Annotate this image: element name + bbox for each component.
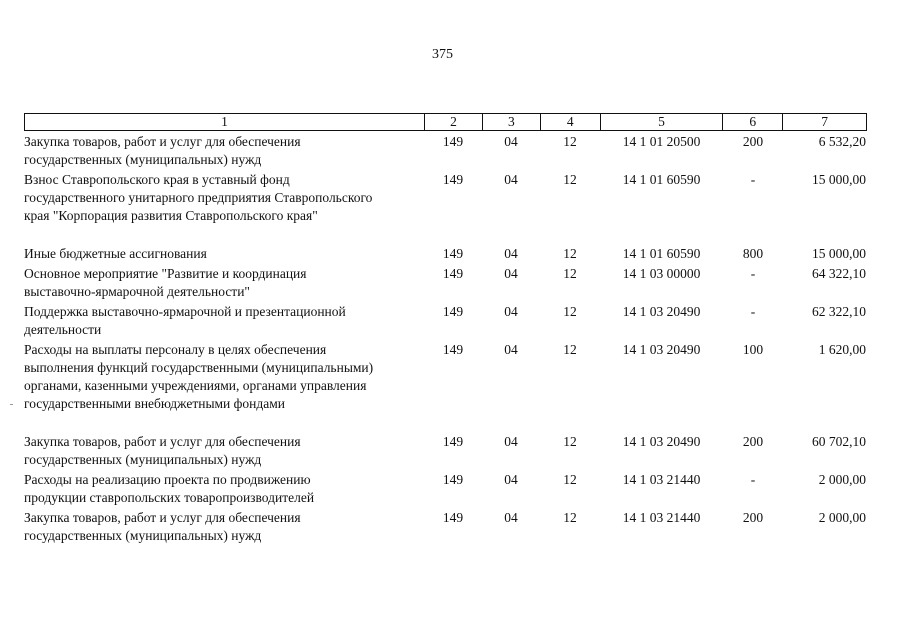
row-description (24, 471, 424, 507)
amount: 2 000,00 (818, 510, 866, 525)
ministry-code: 149 (442, 304, 464, 319)
description-line: Иные бюджетные ассигнования (24, 246, 207, 261)
description-line: выполнения функций государственными (муниципальными) (24, 360, 374, 375)
subsection-code: 12 (563, 172, 577, 187)
description-line: Расходы на реализацию проекта по продвижению (24, 472, 311, 487)
row-description (24, 341, 424, 413)
table-row (24, 133, 867, 169)
column-header-2: 2 (424, 114, 482, 130)
description-line: органами, казенными учреждениями, органами управления (24, 378, 367, 393)
amount: 15 000,00 (812, 172, 866, 187)
subsection-code: 12 (563, 472, 577, 487)
column-header-3: 3 (482, 114, 540, 130)
ministry-code: 149 (442, 246, 464, 261)
column-header-1: 1 (221, 114, 228, 129)
ministry-code: 149 (442, 510, 464, 525)
row-description (24, 171, 424, 225)
row-description (24, 509, 424, 545)
amount: 64 322,10 (812, 266, 866, 281)
description-line: Закупка товаров, работ и услуг для обеспечения (24, 434, 301, 449)
subsection-code: 12 (563, 510, 577, 525)
table-body (24, 133, 867, 545)
amount: 2 000,00 (818, 472, 866, 487)
subsection-code: 12 (563, 342, 577, 357)
column-header-4: 4 (540, 114, 600, 130)
ministry-code: 149 (442, 266, 464, 281)
section-code: 04 (504, 172, 518, 187)
table-row (24, 433, 867, 469)
table-row (24, 341, 867, 413)
ministry-code: 149 (442, 342, 464, 357)
page-number: 375 (432, 47, 453, 62)
section-code: 04 (504, 266, 518, 281)
target-article-code: 14 1 03 20490 (622, 304, 701, 319)
amount: 1 620,00 (818, 342, 866, 357)
description-line: выставочно-ярмарочной деятельности" (24, 284, 250, 299)
description-line: деятельности (24, 322, 102, 337)
description-line: Расходы на выплаты персоналу в целях обеспечения (24, 342, 327, 357)
row-gap (24, 413, 867, 433)
section-code: 04 (504, 342, 518, 357)
section-code: 04 (504, 434, 518, 449)
ministry-code: 149 (442, 472, 464, 487)
expense-type-code: 100 (742, 342, 764, 357)
description-line: государственных (муниципальных) нужд (24, 152, 262, 167)
table-row (24, 265, 867, 301)
description-line: Основное мероприятие "Развитие и координация (24, 266, 307, 281)
amount: 60 702,10 (812, 434, 866, 449)
row-description (24, 133, 424, 169)
budget-table (24, 113, 867, 545)
column-header-7: 7 (782, 114, 866, 130)
table-header-row (24, 113, 867, 131)
description-line: государственных (муниципальных) нужд (24, 528, 262, 543)
expense-type-code: 200 (742, 134, 764, 149)
expense-type-code: - (750, 472, 756, 487)
subsection-code: 12 (563, 266, 577, 281)
subsection-code: 12 (563, 134, 577, 149)
description-line: Закупка товаров, работ и услуг для обеспечения (24, 510, 301, 525)
amount: 62 322,10 (812, 304, 866, 319)
subsection-code: 12 (563, 246, 577, 261)
target-article-code: 14 1 03 00000 (622, 266, 701, 281)
row-description (24, 265, 424, 301)
expense-type-code: 800 (742, 246, 764, 261)
table-row (24, 171, 867, 225)
description-line: продукции ставропольских товаропроизводителей (24, 490, 315, 505)
target-article-code: 14 1 03 20490 (622, 434, 701, 449)
target-article-code: 14 1 03 21440 (622, 472, 701, 487)
table-row (24, 471, 867, 507)
section-code: 04 (504, 134, 518, 149)
section-code: 04 (504, 246, 518, 261)
expense-type-code: - (750, 172, 756, 187)
target-article-code: 14 1 01 60590 (622, 246, 701, 261)
subsection-code: 12 (563, 304, 577, 319)
ministry-code: 149 (442, 134, 464, 149)
target-article-code: 14 1 01 20500 (622, 134, 701, 149)
amount: 6 532,20 (818, 134, 866, 149)
section-code: 04 (504, 304, 518, 319)
description-line: края "Корпорация развития Ставропольского края" (24, 208, 318, 223)
row-description (24, 245, 424, 263)
target-article-code: 14 1 01 60590 (622, 172, 701, 187)
column-header-6: 6 (722, 114, 782, 130)
target-article-code: 14 1 03 21440 (622, 510, 701, 525)
row-gap (24, 225, 867, 245)
column-header-5: 5 (600, 114, 723, 130)
amount: 15 000,00 (812, 246, 866, 261)
margin-mark (10, 404, 13, 405)
ministry-code: 149 (442, 172, 464, 187)
description-line: Закупка товаров, работ и услуг для обеспечения (24, 134, 301, 149)
expense-type-code: 200 (742, 434, 764, 449)
description-line: государственных (муниципальных) нужд (24, 452, 262, 467)
expense-type-code: - (750, 304, 756, 319)
target-article-code: 14 1 03 20490 (622, 342, 701, 357)
expense-type-code: - (750, 266, 756, 281)
table-row (24, 303, 867, 339)
table-row (24, 509, 867, 545)
description-line: государственного унитарного предприятия Ставропольского (24, 190, 373, 205)
subsection-code: 12 (563, 434, 577, 449)
expense-type-code: 200 (742, 510, 764, 525)
row-description (24, 433, 424, 469)
ministry-code: 149 (442, 434, 464, 449)
row-description (24, 303, 424, 339)
section-code: 04 (504, 510, 518, 525)
table-row (24, 245, 867, 263)
description-line: Взнос Ставропольского края в уставный фонд (24, 172, 290, 187)
description-line: государственными внебюджетными фондами (24, 396, 286, 411)
description-line: Поддержка выставочно-ярмарочной и презентационной (24, 304, 346, 319)
section-code: 04 (504, 472, 518, 487)
